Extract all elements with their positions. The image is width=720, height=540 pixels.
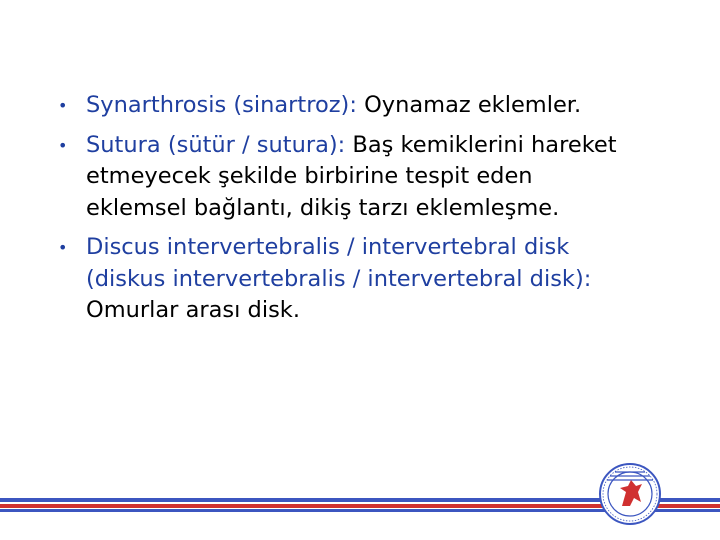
bullet-marker: • — [58, 238, 68, 257]
university-seal-icon — [598, 462, 662, 526]
bullet-term: Synarthrosis (sinartroz): — [86, 92, 357, 118]
bullet-item — [58, 130, 618, 225]
bullet-marker: • — [58, 96, 68, 115]
bullet-definition: Baş kemiklerini hareket etmeyecek şekilde birbirine tespit eden eklemsel bağlantı, dikiş tarzı eklemleşme. — [86, 131, 617, 221]
bullet-list — [58, 90, 618, 335]
bullet-item — [58, 90, 618, 122]
bullet-term: Sutura (sütür / sutura): — [86, 131, 346, 158]
bullet-definition: Omurlar arası disk. — [86, 297, 300, 323]
bullet-item — [58, 232, 618, 327]
bullet-definition: Oynamaz eklemler. — [356, 92, 582, 118]
bullet-marker: • — [58, 135, 68, 155]
bullet-term: Discus intervertebralis / intervertebral disk (diskus intervertebralis / intervertebral disk): — [86, 234, 592, 292]
